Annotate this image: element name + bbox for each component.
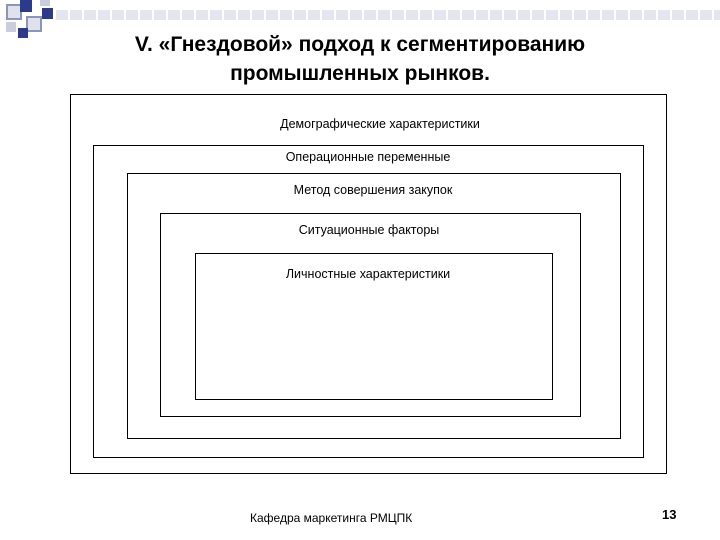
decor-square-navy: [42, 8, 53, 19]
decor-square-light: [40, 0, 50, 6]
slide-title: [60, 30, 660, 88]
decor-strip: [56, 10, 720, 20]
slide-title-line-1: V. «Гнездовой» подход к сегментированию: [134, 33, 586, 56]
decor-square-light: [6, 22, 16, 32]
level-label-purchasing-method: Метод совершения закупок: [293, 183, 453, 197]
decor-square-navy: [18, 28, 28, 38]
page-number: 13: [662, 507, 677, 522]
level-label-situational: Ситуационные факторы: [298, 223, 440, 237]
decor-square-navy: [20, 0, 32, 12]
level-label-demographic: Демографические характеристики: [280, 117, 480, 131]
footer-department: Кафедра маркетинга РМЦПК: [250, 511, 413, 525]
decor-square-outline: [26, 16, 42, 32]
slide-title-line-2: промышленных рынков.: [230, 62, 490, 85]
level-label-operational: Операционные переменные: [285, 150, 451, 164]
level-label-personal: Личностные характеристики: [285, 267, 451, 281]
